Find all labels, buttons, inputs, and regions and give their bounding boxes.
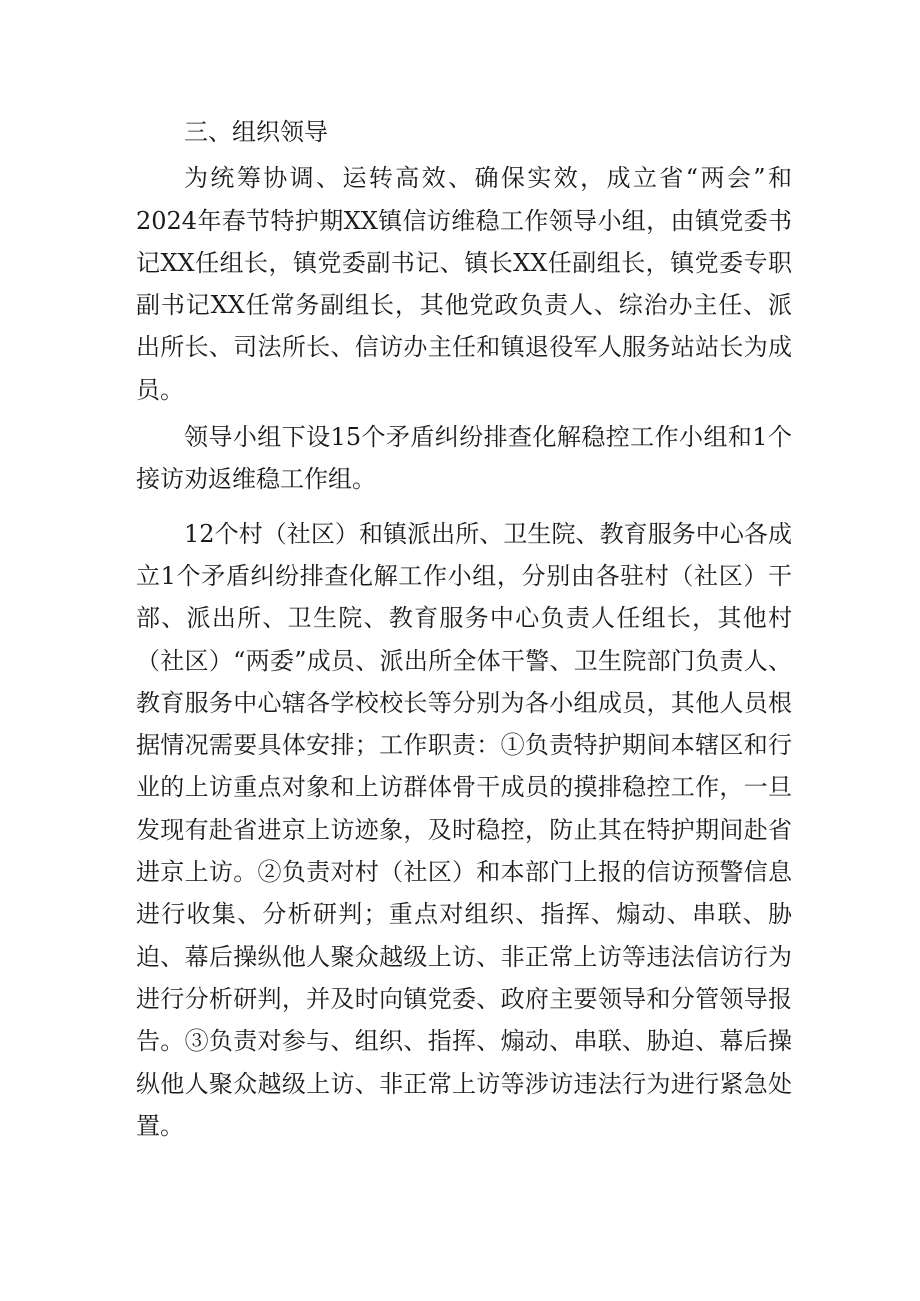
- paragraph-leadership-group: 为统筹协调、运转高效、确保实效，成立省“两会”和2024年春节特护期XX镇信访维稳工作领导小组，由镇党委书记XX任组长，镇党委副书记、镇长XX任副组长，镇党委专职副书记XX任常务副组长，其他党政负责人、综治办主任、派出所长、司法所长、信访办主任和镇退役军人服务站站长为成员。: [136, 164, 792, 404]
- paragraph-subgroups: 领导小组下设15个矛盾纠纷排查化解稳控工作小组和1个接访劝返维稳工作组。: [136, 423, 792, 494]
- document-body: [136, 111, 792, 1147]
- paragraph-work-duties: 12个村（社区）和镇派出所、卫生院、教育服务中心各成立1个矛盾纠纷排查化解工作小组，分别由各驻村（社区）干部、派出所、卫生院、教育服务中心负责人任组长，其他村（社区）“两委”成员、派出所全体干警、卫生院部门负责人、教育服务中心辖各学校校长等分别为各小组成员，其他人员根据情况需要具体安排；工作职责：①负责特护期间本辖区和行业的上访重点对象和上访群体骨干成员的摸排稳控工作，一旦发现有赴省进京上访迹象，及时稳控，防止其在特护期间赴省进京上访。②负责对村（社区）和本部门上报的信访预警信息进行收集、分析研判；重点对组织、指挥、煽动、串联、胁迫、幕后操纵他人聚众越级上访、非正常上访等违法信访行为进行分析研判，并及时向镇党委、政府主要领导和分管领导报告。③负责对参与、组织、指挥、煽动、串联、胁迫、幕后操纵他人聚众越级上访、非正常上访等涉访违法行为进行紧急处置。: [136, 519, 792, 1140]
- section-heading: 三、组织领导: [184, 118, 328, 146]
